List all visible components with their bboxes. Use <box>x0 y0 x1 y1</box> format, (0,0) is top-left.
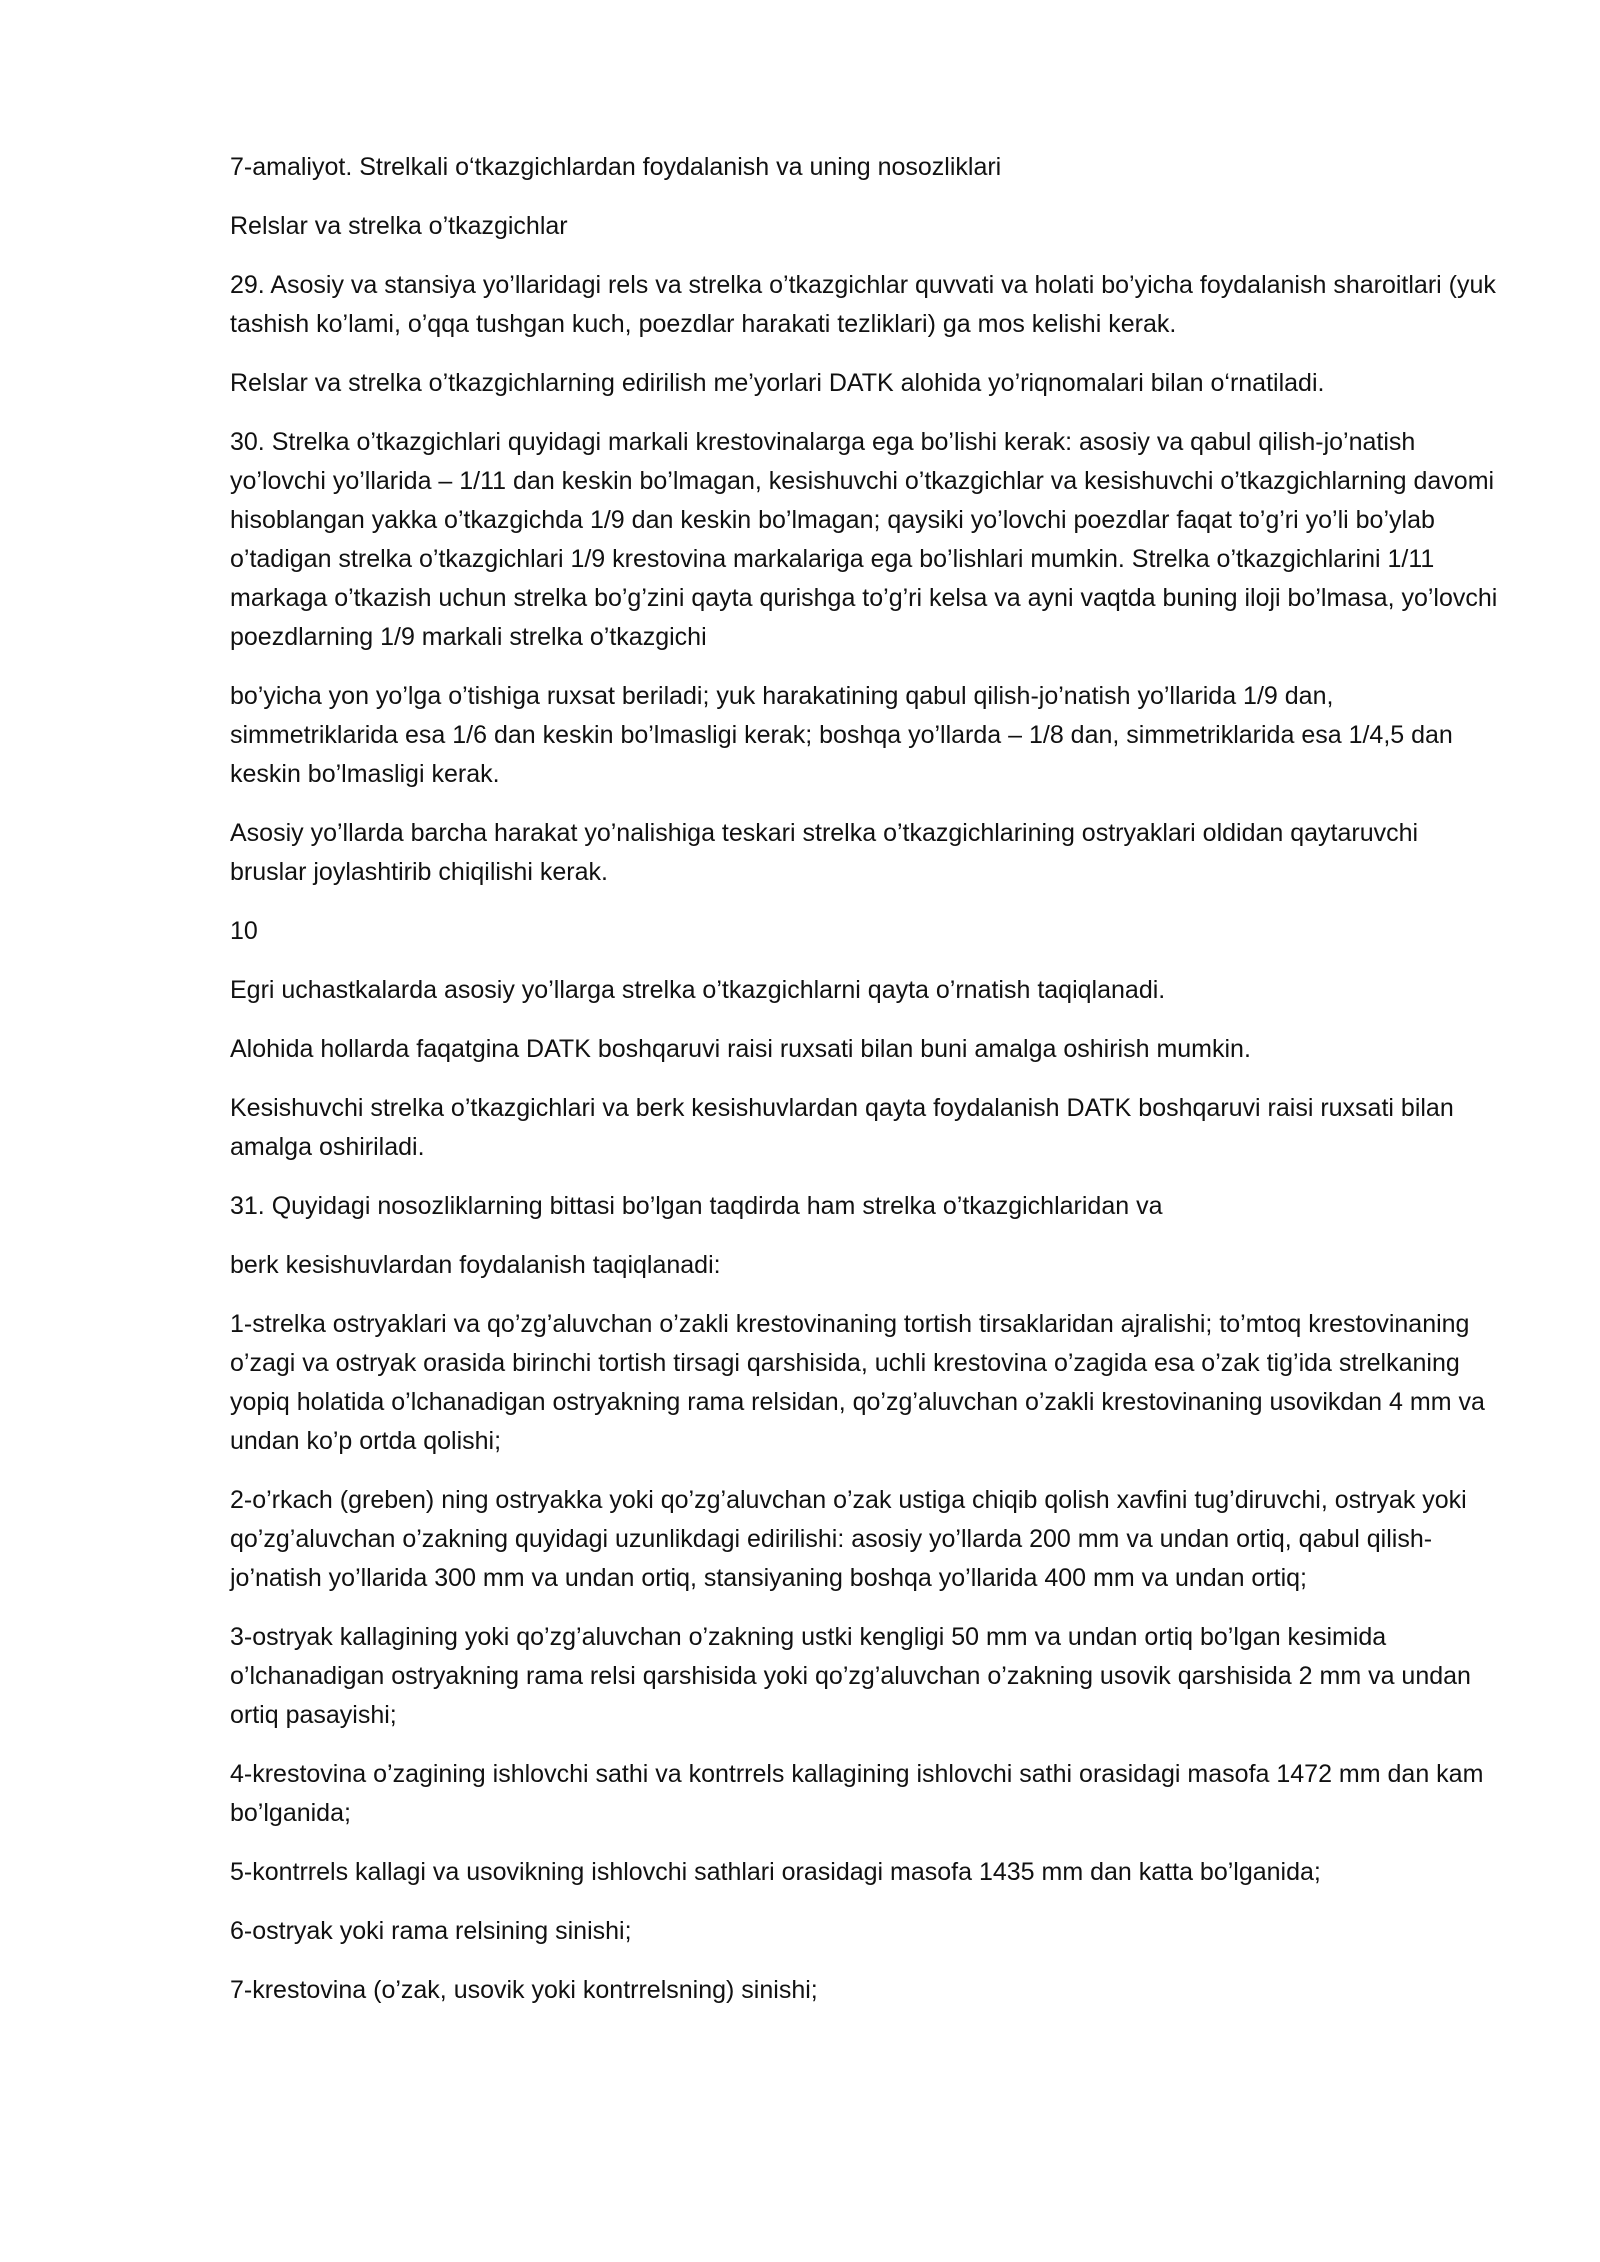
paragraph-30-continued: bo’yicha yon yo’lga o’tishiga ruxsat beriladi; yuk harakatining qabul qilish-jo’natish yo’llarida 1/9 dan, simmetriklarida esa 1/6 dan keskin bo’lmasligi kerak; boshqa yo’llarda – 1/8 dan, simmetriklarida esa 1/4,5 dan keskin bo’lmasligi kerak. <box>230 682 1453 788</box>
paragraph-wear-norms: Relslar va strelka o’tkazgichlarning edirilish me’yorlari DATK alohida yo’riqnomalari bilan o‘rnatiladi. <box>230 369 1325 397</box>
paragraph-guard-beams: Asosiy yo’llarda barcha harakat yo’nalishiga teskari strelka o’tkazgichlarining ostryaklari oldidan qaytaruvchi bruslar joylashtirib chiqilishi kerak. <box>230 819 1419 886</box>
list-item-2: 2-o’rkach (greben) ning ostryakka yoki qo’zg’aluvchan o’zak ustiga chiqib qolish xavfini tug’diruvchi, ostryak yoki qo’zg’aluvchan o’zakning quyidagi uzunlikdagi edirilishi: asosiy yo’llarda 200 mm va undan ortiq, qabul qilish-jo’natish yo’llarida 300 mm va undan ortiq, stansiyaning boshqa yo’llarida 400 mm va undan ortiq; <box>230 1486 1467 1592</box>
paragraph-31-continued: berk kesishuvlardan foydalanish taqiqlanadi: <box>230 1251 721 1279</box>
paragraph-crossing-reuse: Kesishuvchi strelka o’tkazgichlari va berk kesishuvlardan qayta foydalanish DATK boshqaruvi raisi ruxsati bilan amalga oshiriladi. <box>230 1094 1454 1161</box>
paragraph-29: 29. Asosiy va stansiya yo’llaridagi rels va strelka o’tkazgichlar quvvati va holati bo’yicha foydalanish sharoitlari (yuk tashish ko’lami, o’qqa tushgan kuch, poezdlar harakati tezliklari) ga mos kelishi kerak. <box>230 271 1496 338</box>
list-item-3: 3-ostryak kallagining yoki qo’zg’aluvchan o’zakning ustki kengligi 50 mm va undan ortiq bo’lgan kesimida o’lchanadigan ostryakning rama relsi qarshisida yoki qo’zg’aluvchan o’zakning usovik qarshisida 2 mm va undan ortiq pasayishi; <box>230 1623 1471 1729</box>
list-item-6: 6-ostryak yoki rama relsining sinishi; <box>230 1917 632 1945</box>
list-item-7: 7-krestovina (o’zak, usovik yoki kontrrelsning) sinishi; <box>230 1976 818 2004</box>
paragraph-30: 30. Strelka o’tkazgichlari quyidagi markali krestovinalarga ega bo’lishi kerak: asosiy va qabul qilish-jo’natish yo’lovchi yo’llarida – 1/11 dan keskin bo’lmagan, kesishuvchi o’tkazgichlar va kesishuvchi o’tkazgichlarning davomi hisoblangan yakka o’tkazgichda 1/9 dan keskin bo’lmagan; qaysiki yo’lovchi poezdlar faqat to’g’ri yo’li bo’ylab o’tadigan strelka o’tkazgichlari 1/9 krestovina markalariga ega bo’lishlari mumkin. Strelka o’tkazgichlarini 1/11 markaga o’tkazish uchun strelka bo’g’zini qayta qurishga to’g’ri kelsa va ayni vaqtda buning iloji bo’lmasa, yo’lovchi poezdlarning 1/9 markali strelka o’tkazgichi <box>230 428 1498 651</box>
section-subtitle: Relslar va strelka o’tkazgichlar <box>230 212 568 240</box>
paragraph-curved-sections: Egri uchastkalarda asosiy yo’llarga strelka o’tkazgichlarni qayta o’rnatish taqiqlanadi. <box>230 976 1166 1004</box>
document-page <box>230 148 1500 2030</box>
page-number: 10 <box>230 917 258 945</box>
list-item-5: 5-kontrrels kallagi va usovikning ishlovchi sathlari orasidagi masofa 1435 mm dan katta bo’lganida; <box>230 1858 1321 1886</box>
section-title: 7-amaliyot. Strelkali o‘tkazgichlardan foydalanish va uning nosozliklari <box>230 153 1002 181</box>
paragraph-special-cases: Alohida hollarda faqatgina DATK boshqaruvi raisi ruxsati bilan buni amalga oshirish mumkin. <box>230 1035 1251 1063</box>
list-item-4: 4-krestovina o’zagining ishlovchi sathi va kontrrels kallagining ishlovchi sathi orasidagi masofa 1472 mm dan kam bo’lganida; <box>230 1760 1484 1827</box>
list-item-1: 1-strelka ostryaklari va qo’zg’aluvchan o’zakli krestovinaning tortish tirsaklaridan ajralishi; to’mtoq krestovinaning o’zagi va ostryak orasida birinchi tortish tirsagi qarshisida, uchli krestovina o’zagida esa o’zak tig’ida strelkaning yopiq holatida o’lchanadigan ostryakning rama relsidan, qo’zg’aluvchan o’zakli krestovinaning usovikdan 4 mm va undan ko’p ortda qolishi; <box>230 1310 1485 1455</box>
paragraph-31: 31. Quyidagi nosozliklarning bittasi bo’lgan taqdirda ham strelka o’tkazgichlaridan va <box>230 1192 1163 1220</box>
